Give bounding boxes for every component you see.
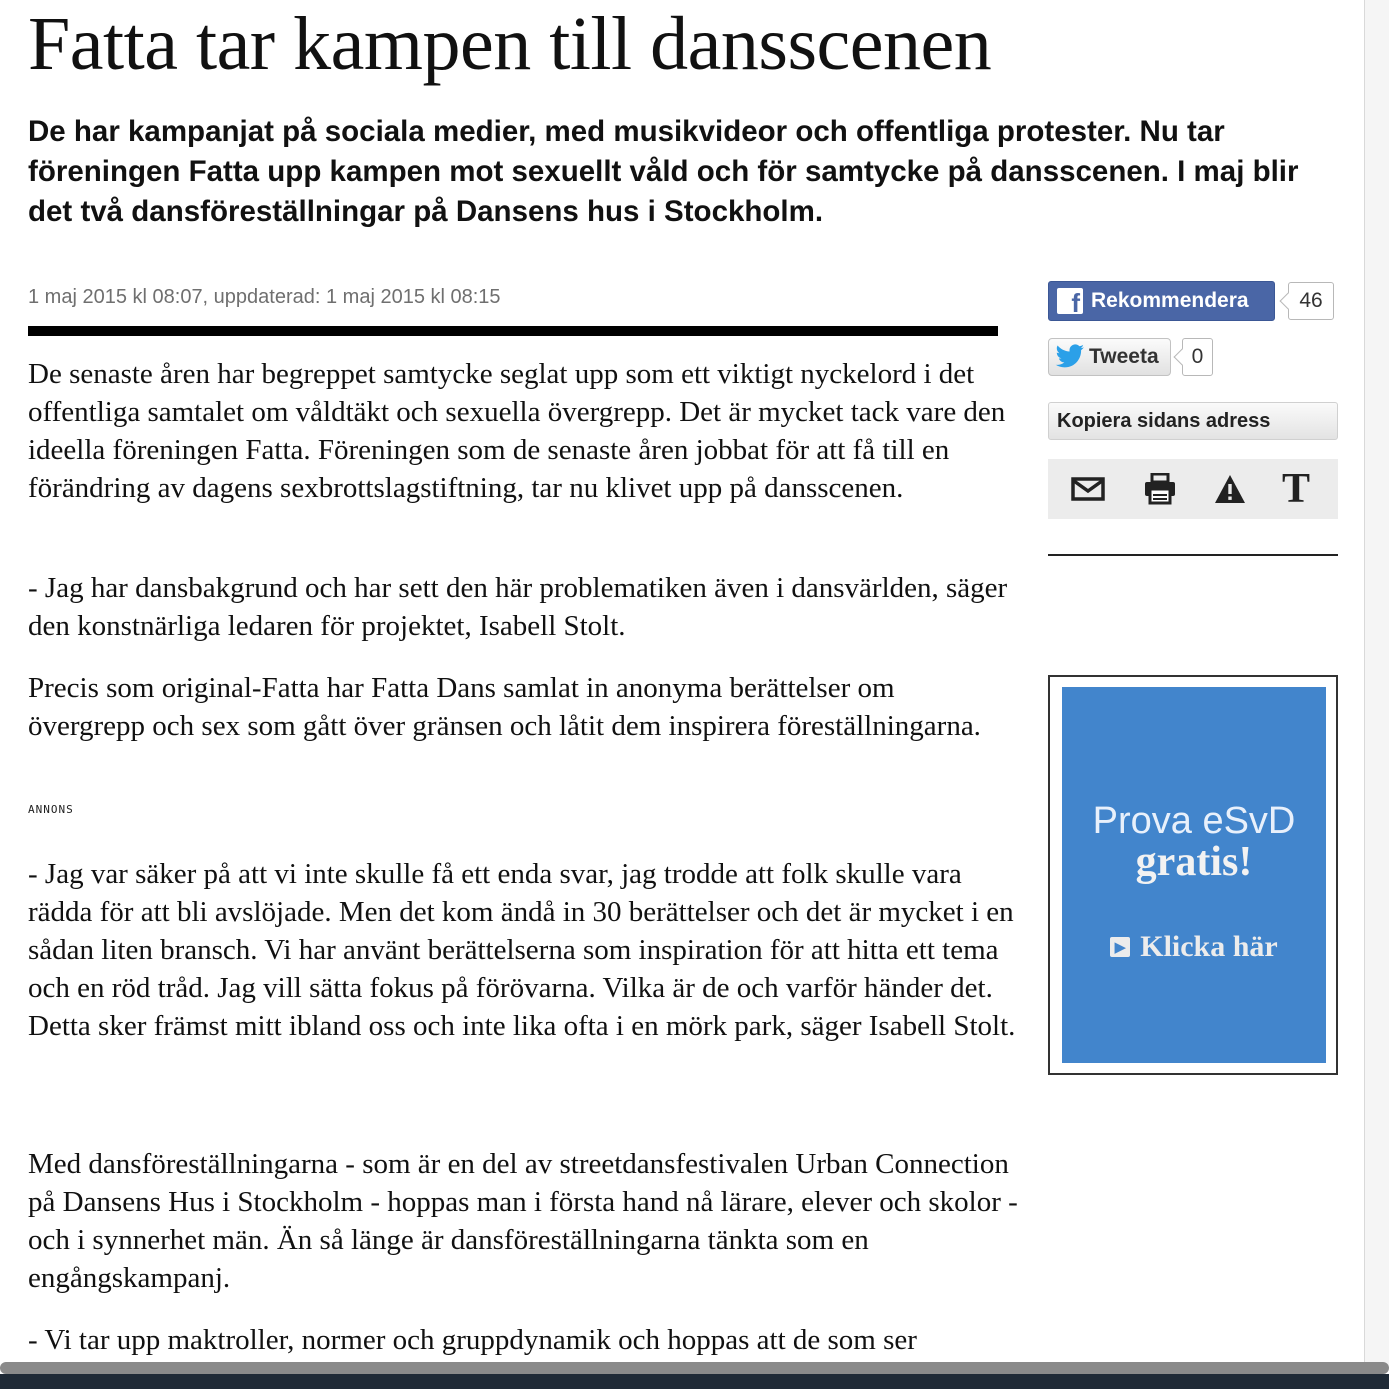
tweet-count: 0 xyxy=(1182,338,1213,376)
window-bottom-edge xyxy=(0,1374,1389,1389)
copy-page-address-button[interactable]: Kopiera sidans adress xyxy=(1048,402,1338,440)
ad-headline: Prova eSvD xyxy=(1092,800,1296,842)
tweet-button[interactable] xyxy=(1048,338,1171,376)
envelope-icon xyxy=(1071,476,1105,502)
article-paragraph-1: De senaste åren har begreppet samtycke seglat upp som ett viktigt nyckelord i det offentliga samtalet om våldtäkt och sexuella övergrepp. Det är mycket tack vare den ideella föreningen Fatta. Föreningen som de senaste åren jobbat för att få till en förändring av dagens sexbrottslagstiftning, tar nu klivet upp på dansscenen. xyxy=(28,358,1006,504)
sidebar-divider xyxy=(1048,554,1338,556)
report-error-button[interactable] xyxy=(1210,469,1250,509)
ad-cta-label: Klicka här xyxy=(1140,930,1278,963)
advertisement-content[interactable] xyxy=(1062,687,1326,1063)
facebook-count: 46 xyxy=(1288,282,1334,320)
ad-label: ANNONS xyxy=(28,803,74,816)
article-paragraph-2: - Jag har dansbakgrund och har sett den här problematiken även i dansvärlden, säger den konstnärliga ledaren för projektet, Isabell Stolt. xyxy=(28,572,1008,642)
article-paragraph-3: Precis som original-Fatta har Fatta Dans samlat in anonyma berättelser om övergrepp och sex som gått över gränsen och låtit dem inspirera föreställningarna. xyxy=(28,672,981,742)
advertisement-banner[interactable] xyxy=(1048,675,1338,1075)
vertical-scrollbar[interactable] xyxy=(1364,0,1389,1370)
ad-cta-link[interactable] xyxy=(1062,927,1326,967)
article-tools-bar xyxy=(1048,459,1338,519)
facebook-recommend-label: Rekommendera xyxy=(1091,289,1249,312)
article-dateline: 1 maj 2015 kl 08:07, uppdaterad: 1 maj 2015 kl 08:15 xyxy=(28,286,501,308)
arrow-right-icon: ▶ xyxy=(1110,937,1130,957)
facebook-recommend-button[interactable] xyxy=(1048,281,1275,321)
ad-subheadline: gratis! xyxy=(1135,839,1253,885)
print-article-button[interactable] xyxy=(1140,469,1180,509)
article-divider xyxy=(28,326,998,336)
article-lead: De har kampanjat på sociala medier, med musikvideor och offentliga protester. Nu tar föreningen Fatta upp kampen mot sexuellt våld och för samtycke på dansscenen. I maj blir det två dansföreställningar på Dansens hus i Stockholm. xyxy=(28,115,1299,228)
twitter-bird-icon xyxy=(1055,344,1085,370)
email-article-button[interactable] xyxy=(1068,469,1108,509)
warning-icon xyxy=(1213,473,1247,505)
horizontal-scrollbar[interactable] xyxy=(0,1362,1389,1374)
tweet-label: Tweeta xyxy=(1089,345,1159,368)
facebook-icon: f xyxy=(1057,288,1083,314)
text-size-icon[interactable]: T xyxy=(1281,466,1310,512)
article-paragraph-4: - Jag var säker på att vi inte skulle få ett enda svar, jag trodde att folk skulle vara rädda för att bli avslöjade. Men det kom ändå in 30 berättelser och det är mycket i en sådan liten bransch. Vi har använt berättelserna som inspiration för att hitta ett tema och en röd tråd. Jag vill sätta fokus på förövarna. Vilka är de och varför händer det. Detta sker främst mitt ibland oss och inte lika ofta i en mörk park, säger Isabell Stolt. xyxy=(28,858,1016,1042)
article-headline: Fatta tar kampen till dansscenen xyxy=(28,2,992,86)
article-paragraph-5: Med dansföreställningarna - som är en del av streetdansfestivalen Urban Connection på Dansens Hus i Stockholm - hoppas man i första hand nå lärare, elever och skolor - och i synnerhet män. Än så länge är dansföreställningarna tänkta som en engångskampanj. xyxy=(28,1148,1018,1294)
article-paragraph-6: - Vi tar upp maktroller, normer och gruppdynamik och hoppas att de som ser xyxy=(28,1324,917,1356)
printer-icon xyxy=(1143,473,1177,505)
